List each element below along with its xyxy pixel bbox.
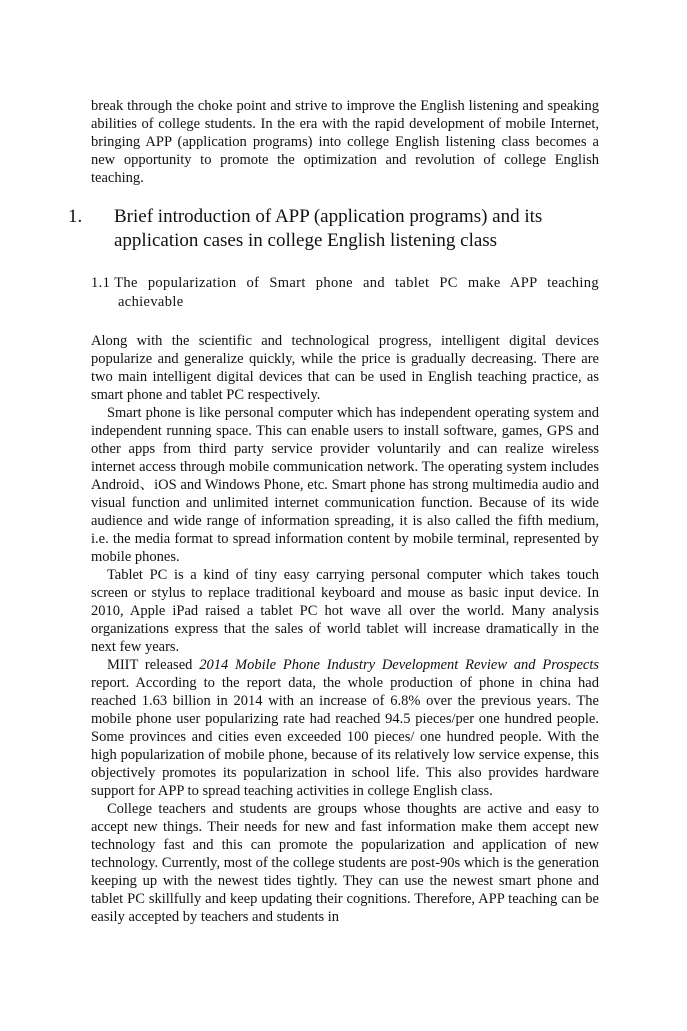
miit-rest: report. According to the report data, the whole production of phone in china had reached 1.63 billion in 2014 with an increase of 6.8% over the previous years. The mobile phone user popularizing rate had reached 94.5 pieces/per one hundred people. Some provinces and cities even exceeded 100 pieces/ one hundred people. With the high popularization of mobile phone, because of its relatively low service expense, this objectively promotes its popularization in school life. This also provides hardware support for APP to spread teaching activities in college English class. bbox=[91, 675, 599, 799]
miit-lead: MIIT released bbox=[106, 657, 200, 673]
section-title: Brief introduction of APP (application programs) and its application cases in college English listening class bbox=[114, 206, 543, 251]
paragraph-tablet-pc: Tablet PC is a kind of tiny easy carrying personal computer which takes touch screen or stylus to replace traditional keyboard and mouse as basic input device. In 2010, Apple iPad raised a tablet PC hot wave all over the world. Many analysis organizations express that the sales of world tablet will increase dramatically in the next few years. bbox=[91, 567, 599, 655]
paragraph-teachers-students: College teachers and students are groups whose thoughts are active and easy to accept new things. Their needs for new and fast information make them accept new technology fast and this can promote the popularization and application of new technology. Currently, most of the college students are post-90s which is the generation keeping up with the newest tides tightly. They can use the newest smart phone and tablet PC skillfully and keep updating their cognitions. Therefore, APP teaching can be easily accepted by teachers and students in bbox=[91, 801, 599, 925]
subsection-title: The popularization of Smart phone and tablet PC make APP teaching achievable bbox=[114, 275, 599, 310]
paragraph-miit-report bbox=[91, 656, 599, 800]
report-title: 2014 Mobile Phone Industry Development Review and Prospects bbox=[199, 657, 600, 673]
section-heading bbox=[68, 205, 599, 253]
paragraph-smart-phone: Smart phone is like personal computer which has independent operating system and independent running space. This can enable users to install software, games, GPS and other apps from third party service provider voluntarily and can realize wireless internet access through mobile communication network. The operating system includes Android、iOS and Windows Phone, etc. Smart phone has strong multimedia audio and visual function and unlimited internet communication function. Because of its wide audience and wide range of information spreading, it is also called the fifth medium, i.e. the media format to spread information content by mobile terminal, represented by mobile phones. bbox=[91, 405, 599, 565]
section-number: 1. bbox=[68, 206, 83, 227]
document-page bbox=[68, 97, 600, 926]
subsection-heading bbox=[91, 274, 599, 312]
intro-paragraph: break through the choke point and strive to improve the English listening and speaking abilities of college students. In the era with the rapid development of mobile Internet, bringing APP (application programs) into college English listening class becomes a new opportunity to promote the optimization and revolution of college English teaching. bbox=[91, 98, 599, 186]
subsection-number: 1.1 bbox=[91, 275, 111, 291]
paragraph-devices: Along with the scientific and technological progress, intelligent digital devices popularize and generalize quickly, while the price is gradually decreasing. There are two main intelligent digital devices that can be used in English teaching practice, as smart phone and tablet PC respectively. bbox=[91, 333, 599, 403]
